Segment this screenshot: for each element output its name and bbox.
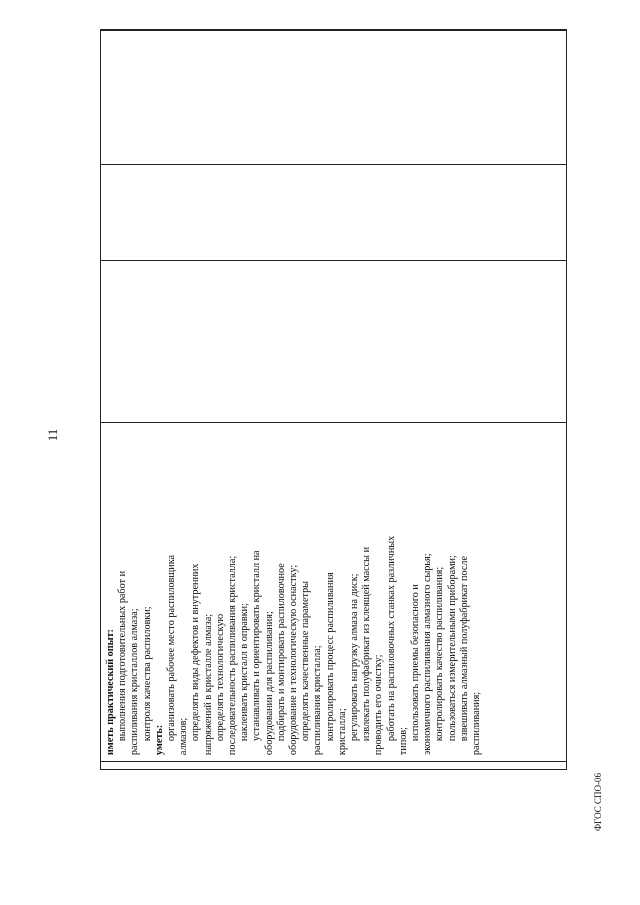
content-line: определять качественные параметры	[300, 580, 312, 742]
content-line: оборудование и технологическую оснастку;	[288, 564, 300, 756]
content-line: пользоваться измерительными приборами;	[446, 555, 458, 742]
table-cell-empty	[101, 260, 566, 422]
content-line: выполнения подготовительных работ и	[117, 570, 129, 742]
content-line: распиливания;	[471, 691, 483, 756]
content-line: работать на распиловочных станках различных	[385, 535, 397, 742]
content-line: регулировать нагрузку алмаза на диск;	[349, 573, 361, 742]
content-line: напряжений в кристалле алмаза;	[202, 613, 214, 756]
content-line: последовательность распиливания кристалла;	[227, 555, 239, 756]
content-line: распиливания кристалла;	[312, 645, 324, 756]
content-line: определять виды дефектов и внутренних	[190, 563, 202, 742]
content-line: алмазов;	[178, 717, 190, 756]
content-line: проводить его очистку;	[373, 654, 385, 756]
table-cell-empty	[101, 164, 566, 259]
table-row	[101, 30, 566, 769]
content-line: кристалла;	[336, 708, 348, 756]
content-line: контролировать качество распиливания;	[434, 566, 446, 742]
content-line: определять технологическую	[214, 613, 226, 742]
content-line: подбирать и монтировать распиловочное	[275, 563, 287, 742]
content-line: распиливания кристаллов алмаза;	[129, 608, 141, 756]
content-line: контролировать процесс распиливания	[324, 572, 336, 742]
content-line: организовать рабочее место распиловщика	[166, 554, 178, 742]
content-line: взвешивать алмазный полуфабрикат после	[458, 556, 470, 742]
content-line: извлекать полуфабрикат из клеящей массы и	[361, 546, 373, 742]
content-line: иметь практический опыт:	[105, 629, 116, 756]
content-line: использовать приемы безопасного и	[410, 584, 422, 742]
content-line: устанавливать и ориентировать кристалл на	[251, 550, 263, 742]
content-line: оборудовании для распиливания;	[263, 611, 275, 756]
content-line: экономичного распиливания алмазного сырья;	[422, 553, 434, 756]
content-line: типов;	[397, 726, 409, 756]
competency-table	[100, 29, 567, 770]
table-cell-content	[101, 422, 566, 761]
footer-mark: ФГОС СПО-06	[593, 773, 603, 831]
content-line: уметь:	[153, 724, 165, 756]
page-number: 11	[45, 428, 60, 442]
table-cell-empty	[101, 30, 566, 164]
content-line: контроля качества распиловки;	[141, 606, 153, 742]
table-cell-index	[101, 761, 566, 769]
content-line: наклеивать кристалл в оправки;	[239, 603, 251, 742]
